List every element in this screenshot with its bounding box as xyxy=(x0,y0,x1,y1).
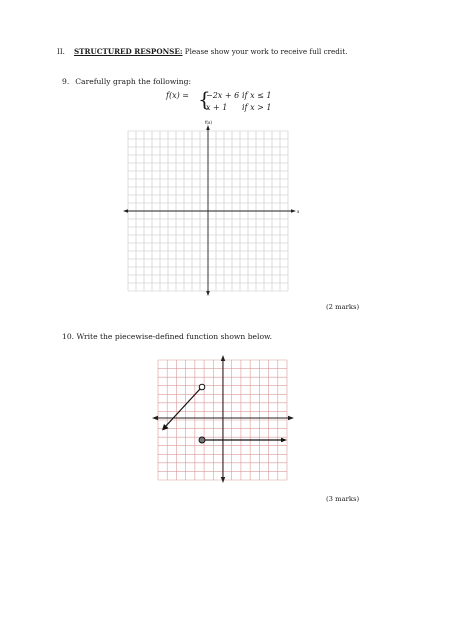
piecewise-formula xyxy=(166,87,272,112)
formula-case-2-expression: x + 1 xyxy=(206,103,228,112)
formula-case-1-condition: if x ≤ 1 xyxy=(242,91,272,100)
x-axis-right-arrow xyxy=(288,416,294,420)
x-axis-label: x xyxy=(297,209,300,214)
closed-endpoint xyxy=(199,437,205,443)
question-10-prompt xyxy=(62,332,272,341)
blank-graph-grid xyxy=(120,120,300,300)
x-axis-left-arrow xyxy=(123,209,128,213)
question-10-marks: (3 marks) xyxy=(326,495,360,503)
piecewise-graph xyxy=(150,352,300,487)
y-axis-label: f(x) xyxy=(205,120,212,125)
formula-brace: { xyxy=(198,87,211,111)
x-axis-right-arrow xyxy=(291,209,296,213)
formula-case-1-expression: −2x + 6 xyxy=(206,91,240,100)
formula-case-2-condition: if x > 1 xyxy=(242,103,272,112)
question-9-text: Carefully graph the following: xyxy=(75,77,192,86)
question-9-number: 9. xyxy=(62,77,70,86)
question-9-prompt xyxy=(62,77,191,86)
question-10-text: Write the piecewise-defined function shown below. xyxy=(76,332,273,341)
y-axis-top-arrow xyxy=(206,125,210,130)
section-number: II. xyxy=(57,47,65,56)
x-axis-left-arrow xyxy=(152,416,158,420)
section-title: STRUCTURED RESPONSE: xyxy=(73,47,183,56)
open-endpoint xyxy=(199,384,205,390)
y-axis-bottom-arrow xyxy=(206,291,210,296)
y-axis-top-arrow xyxy=(221,355,225,361)
section-heading xyxy=(57,47,347,56)
question-9-marks: (2 marks) xyxy=(326,303,360,311)
ray-horizontal-arrowhead xyxy=(281,438,287,442)
formula-lhs: f(x) = xyxy=(166,91,189,100)
section-instruction: Please show your work to receive full credit. xyxy=(182,47,348,56)
question-10-number: 10. xyxy=(62,332,75,341)
